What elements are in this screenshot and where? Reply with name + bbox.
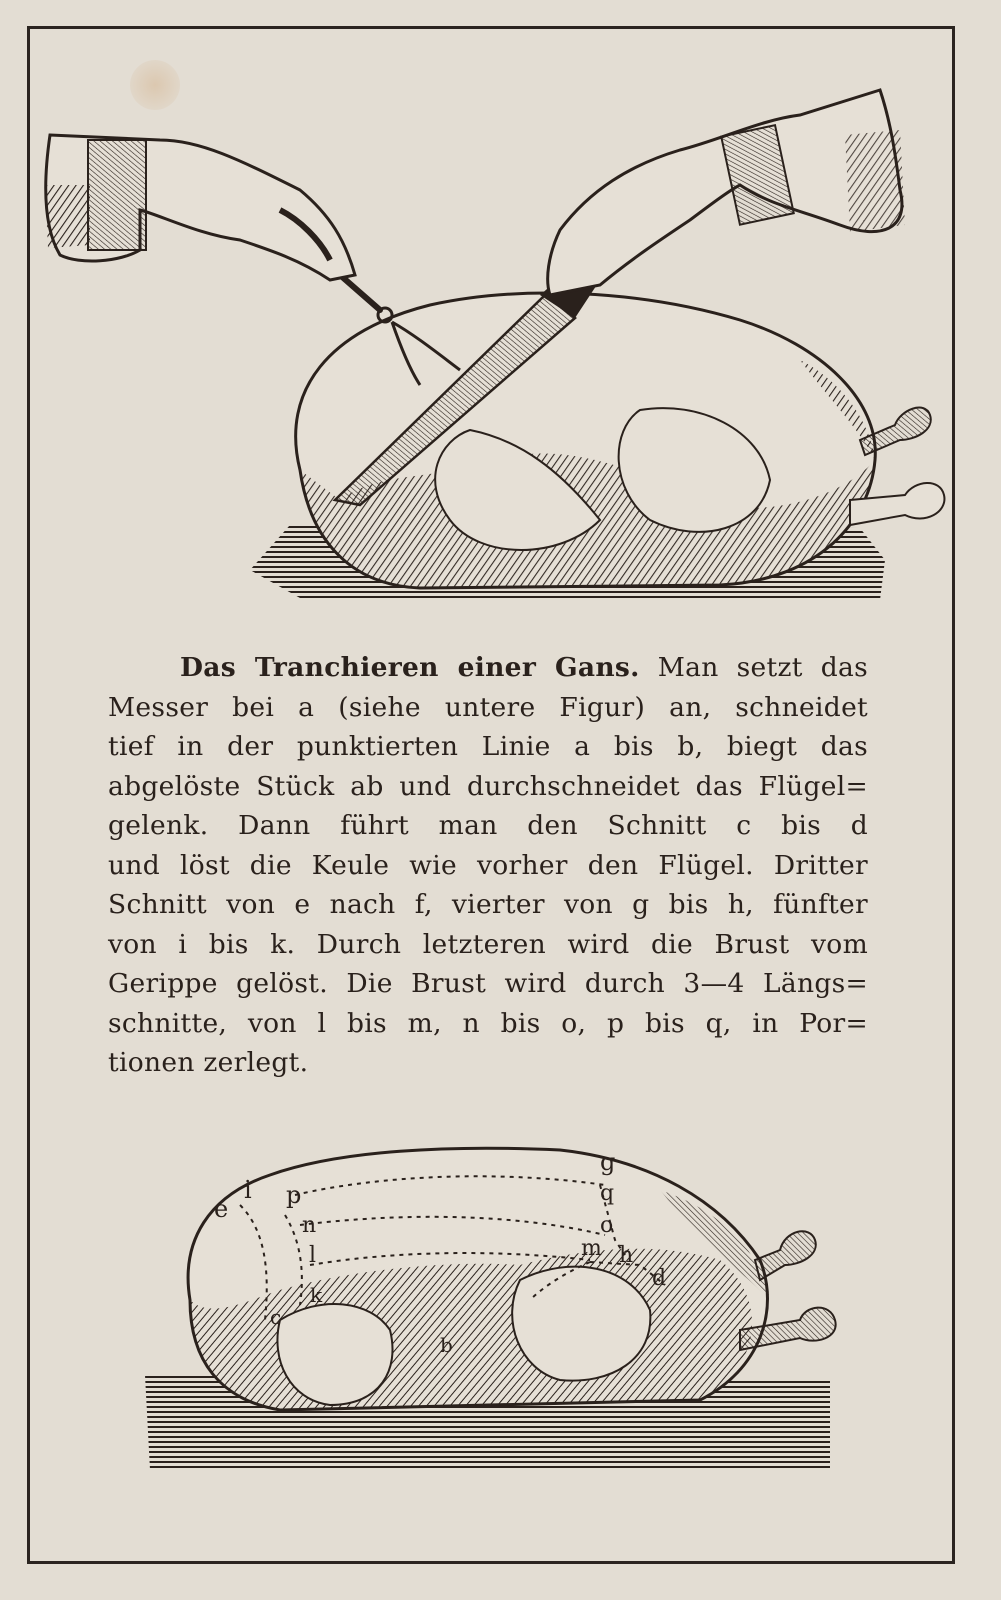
text-line-4: abgelöste Stück ab und durchschneidet das Flügel=: [108, 770, 868, 802]
carving-instructions-paragraph: [108, 648, 868, 1083]
diagram-label-m: m: [581, 1236, 602, 1261]
diagram-label-g: g: [600, 1148, 616, 1176]
text-line-9: Gerippe gelöst. Die Brust wird durch 3—4 Längs=: [108, 968, 868, 999]
text-line-7: Schnitt von e nach f, vierter von g bis h, fünfter: [108, 889, 868, 920]
text-line-6: und löst die Keule wie vorher den Flügel. Dritter: [108, 849, 868, 881]
text-line-11: tionen zerlegt.: [108, 1047, 309, 1078]
text-line-2: Messer bei a (siehe untere Figur) an, schneidet: [108, 691, 868, 723]
diagram-label-d: d: [652, 1266, 667, 1291]
text-line-5: gelenk. Dann führt man den Schnitt c bis d: [108, 810, 868, 841]
section-title: Das Tranchieren einer Gans.: [180, 652, 640, 683]
diagram-label-q: q: [600, 1181, 615, 1206]
diagram-label-b: b: [440, 1333, 453, 1357]
text-line-10: schnitte, von l bis m, n bis o, p bis q, in Por=: [108, 1007, 868, 1039]
text-line-1: Das Tranchieren einer Gans. Man setzt das: [180, 652, 868, 683]
diagram-label-k: k: [310, 1283, 323, 1307]
diagram-label-n: n: [302, 1213, 317, 1238]
right-hand-with-knife: [548, 90, 905, 295]
diagram-label-o: o: [600, 1213, 614, 1238]
diagram-label-c: c: [270, 1305, 282, 1329]
bottom-illustration-carving-diagram: [140, 1130, 860, 1470]
diagram-label-p: p: [286, 1181, 302, 1209]
diagram-label-i: i: [244, 1176, 252, 1204]
text-line-8: von i bis k. Durch letzteren wird die Brust vom: [108, 928, 868, 960]
diagram-label-e: e: [214, 1195, 229, 1223]
top-illustration-carving-goose: [34, 80, 964, 620]
text-line-3: tief in der punktierten Linie a bis b, biegt das: [108, 731, 868, 762]
diagram-label-l: l: [309, 1243, 317, 1268]
left-hand-with-fork: [45, 135, 355, 280]
diagram-label-h: h: [619, 1243, 634, 1268]
